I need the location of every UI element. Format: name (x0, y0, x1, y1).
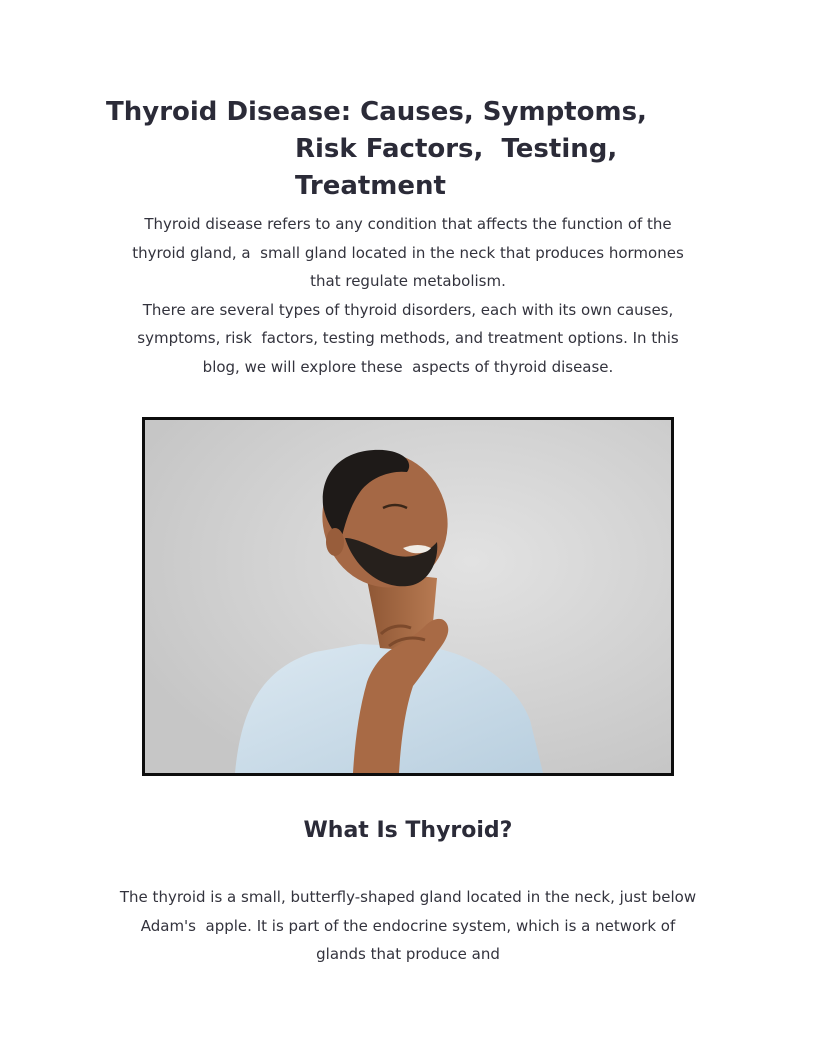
intro-paragraph-2 (100, 296, 716, 382)
intro-p1-line-3: that regulate metabolism. (310, 272, 506, 291)
title-line-3: Treatment (295, 171, 446, 201)
section-body-line-1: The thyroid is a small, butterfly-shaped gland located in the neck, just below (119, 888, 697, 906)
title-line-1: Thyroid Disease: Causes, Symptoms, (106, 97, 647, 127)
intro-paragraph-1 (100, 210, 716, 296)
section-body (96, 883, 720, 969)
article-photo (142, 417, 674, 776)
section-body-line-2: Adam's apple. It is part of the endocrine system, which is a network of (140, 916, 676, 935)
page-title (106, 94, 726, 205)
intro-text (100, 210, 716, 382)
intro-p2-line-3: blog, we will explore these aspects of thyroid disease. (202, 357, 614, 376)
section-heading: What Is Thyroid? (303, 818, 513, 843)
title-line-2: Risk Factors, Testing, (295, 134, 618, 164)
intro-p1-line-1: Thyroid disease refers to any condition that affects the function of the (144, 215, 672, 233)
intro-p1-line-2: thyroid gland, a small gland located in the neck that produces hormones (132, 243, 684, 262)
intro-p2-line-1: There are several types of thyroid disorders, each with its own causes, (142, 300, 674, 319)
man-holding-throat-illustration (145, 420, 671, 773)
section-body-line-3: glands that produce and (316, 945, 500, 964)
intro-p2-line-2: symptoms, risk factors, testing methods, and treatment options. In this (137, 329, 679, 348)
